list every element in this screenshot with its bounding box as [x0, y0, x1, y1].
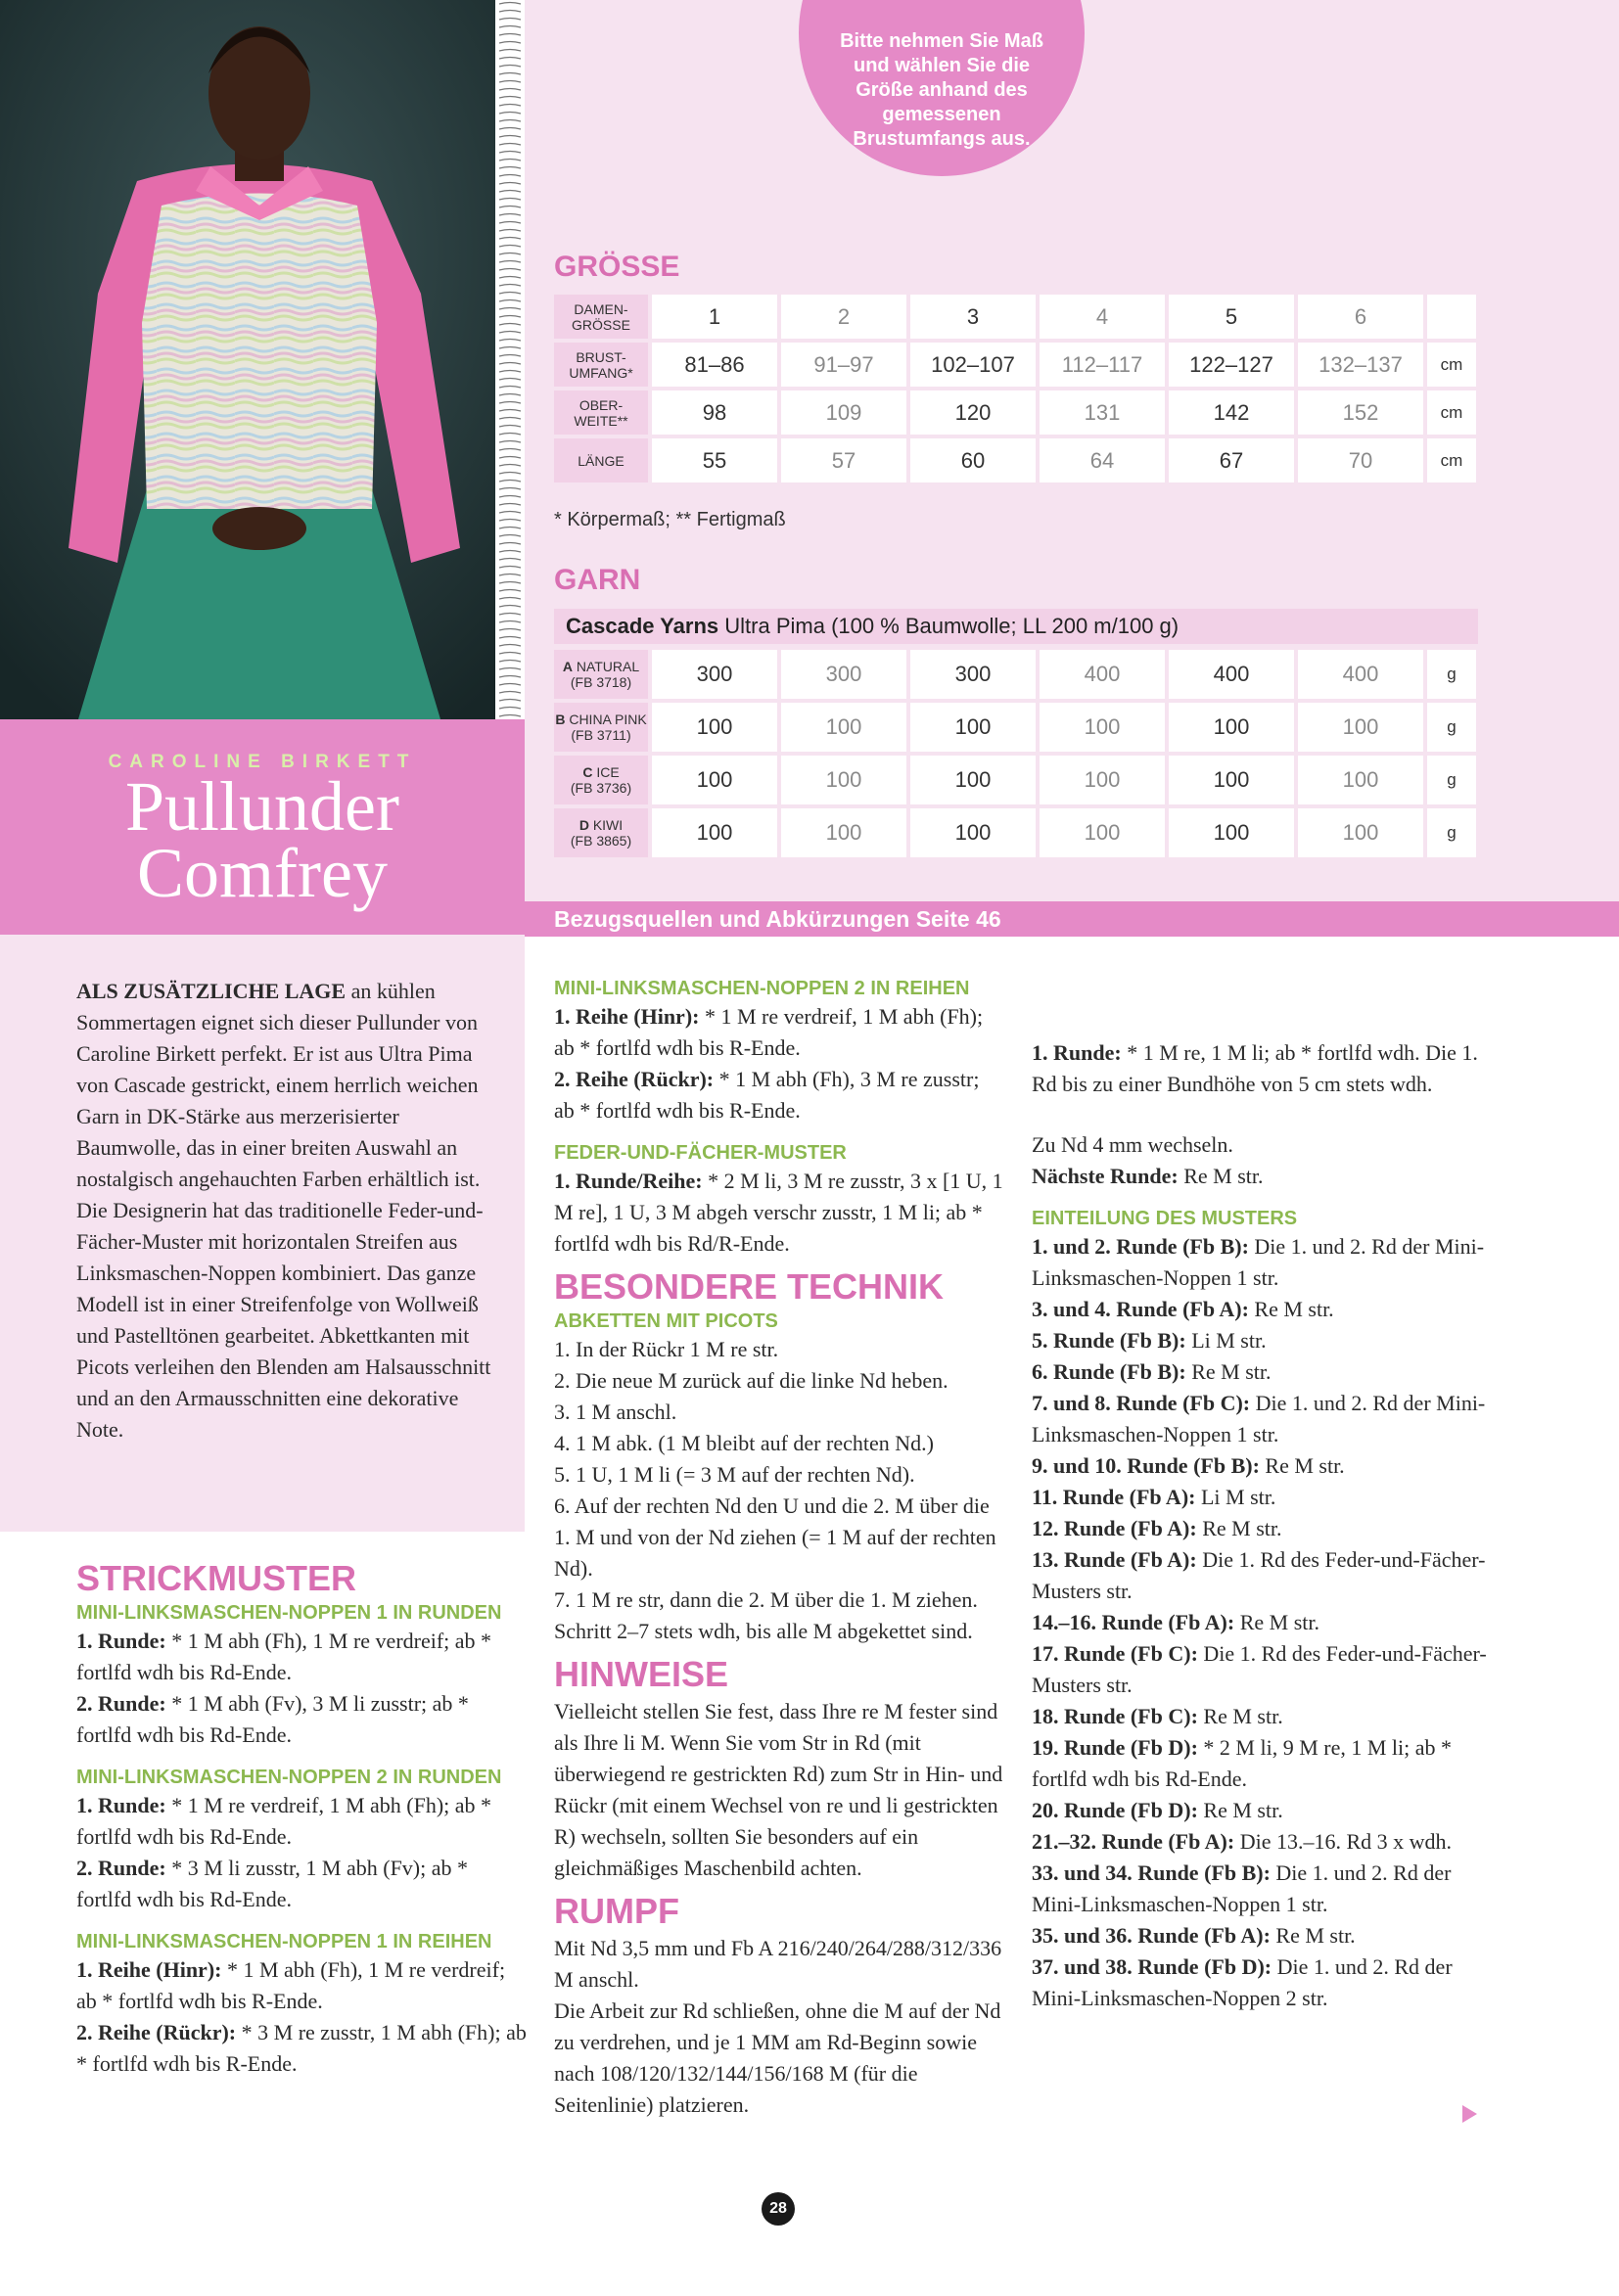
distribution-line-text: Re M str.: [1270, 1923, 1356, 1948]
yarn-color-label: [554, 650, 648, 699]
yarn-row: [554, 650, 1476, 699]
yarn-cell: 100: [781, 703, 906, 752]
yarn-cell: 100: [781, 756, 906, 804]
pattern-line: [554, 1064, 1004, 1126]
size-unit: cm: [1427, 343, 1476, 387]
yarn-color-code: (FB 3718): [570, 674, 632, 690]
title-line-2: Comfrey: [137, 834, 388, 912]
yarn-cell: 100: [1298, 756, 1423, 804]
yarn-cell: 100: [1169, 808, 1294, 857]
distribution-line-label: 9. und 10. Runde (Fb B):: [1032, 1453, 1260, 1478]
technique-heading: BESONDERE TECHNIK: [554, 1266, 945, 1307]
distribution-line: [1032, 1294, 1492, 1325]
distribution-line-text: Re M str.: [1185, 1359, 1272, 1384]
next-round-label: Nächste Runde:: [1032, 1164, 1179, 1188]
distribution-line-text: Li M str.: [1195, 1485, 1276, 1509]
distribution-line-label: 3. und 4. Runde (Fb A):: [1032, 1297, 1249, 1321]
pattern-line-label: 2. Runde:: [76, 1691, 166, 1716]
size-cell: 5: [1169, 295, 1294, 339]
model-photo: [0, 0, 523, 719]
yarn-color-code: (FB 3736): [570, 780, 632, 796]
yarn-cell: 100: [910, 703, 1036, 752]
pattern-line-text: * 1 M re verdreif, 1 M abh (Fh); ab * fortlfd wdh bis R-Ende.: [554, 1004, 984, 1060]
distribution-line-label: 21.–32. Runde (Fb A):: [1032, 1829, 1235, 1854]
yarn-cell: 300: [910, 650, 1036, 699]
yarn-row: [554, 756, 1476, 804]
distribution-line-text: Die 1. und 2. Rd der Mini-Linksmaschen-Noppen 1 str.: [1032, 1391, 1486, 1446]
yarn-letter: B: [555, 712, 566, 727]
yarn-cell: 100: [1169, 756, 1294, 804]
distribution-line-label: 7. und 8. Runde (Fb C):: [1032, 1391, 1251, 1415]
size-row-label: DAMEN- GRÖSSE: [554, 295, 648, 339]
technique-step: 7. 1 M re str, dann die 2. M über die 1. M ziehen. Schritt 2–7 stets wdh, bis alle M abgekettet sind.: [554, 1587, 978, 1643]
sources-bar: Bezugsquellen und Abkürzungen Seite 46: [525, 901, 1619, 937]
pattern-section: [76, 1929, 527, 2080]
size-footnote: * Körpermaß; ** Fertigmaß: [554, 509, 786, 530]
rib-round-text: * 1 M re, 1 M li; ab * fortlfd wdh. Die 1. Rd bis zu einer Bundhöhe von 5 cm stets wdh.: [1032, 1040, 1478, 1096]
pattern-line-text: * 3 M li zusstr, 1 M abh (Fv); ab * fortlfd wdh bis Rd-Ende.: [76, 1856, 469, 1911]
size-row-label: LÄNGE: [554, 438, 648, 482]
yarn-row: [554, 703, 1476, 752]
yarn-cell: 100: [1298, 808, 1423, 857]
yarn-unit: g: [1427, 703, 1476, 752]
distribution-line: [1032, 1701, 1492, 1732]
yarn-unit: g: [1427, 808, 1476, 857]
body-join: Die Arbeit zur Rd schließen, ohne die M auf der Nd zu verdrehen, und je 1 MM am Rd-Beginn sowie nach 108/120/132/144/156/168 M (für die Seitenlinie) platzieren.: [554, 1998, 1001, 2117]
distribution-line: [1032, 1732, 1492, 1795]
title-line-1: Pullunder: [125, 767, 399, 846]
size-cell: 109: [781, 390, 906, 435]
distribution-line: [1032, 1920, 1492, 1952]
size-cell: 57: [781, 438, 906, 482]
yarn-letter: C: [582, 764, 593, 780]
size-cell: 91–97: [781, 343, 906, 387]
yarn-color-name: NATURAL: [576, 659, 640, 674]
technique-subheading: ABKETTEN MIT PICOTS: [554, 1310, 778, 1332]
yarn-color-name: ICE: [596, 764, 620, 780]
yarn-info-bar: [554, 609, 1478, 644]
distribution-line-label: 19. Runde (Fb D):: [1032, 1735, 1198, 1760]
column-3: [1032, 976, 1492, 2014]
distribution-line: [1032, 1795, 1492, 1826]
yarn-color-code: (FB 3865): [570, 833, 632, 849]
pattern-line-text: * 2 M li, 3 M re zusstr, 3 x [1 U, 1 M re], 1 U, 3 M abgeh verschr zusstr, 1 M li; ab * fortlfd wdh bis Rd/R-Ende.: [554, 1169, 1003, 1256]
distribution-line-text: Die 1. und 2. Rd der Mini-Linksmaschen-Noppen 1 str.: [1032, 1234, 1485, 1290]
distribution-line-label: 33. und 34. Runde (Fb B):: [1032, 1860, 1271, 1885]
size-cell: 3: [910, 295, 1036, 339]
pattern-line-text: * 1 M abh (Fv), 3 M li zusstr; ab * fortlfd wdh bis Rd-Ende.: [76, 1691, 469, 1747]
size-cell: 81–86: [652, 343, 777, 387]
technique-step: 3. 1 M anschl.: [554, 1400, 677, 1424]
size-cell: 132–137: [1298, 343, 1423, 387]
pattern-section-title: FEDER-UND-FÄCHER-MUSTER: [554, 1142, 847, 1164]
yarn-cell: 100: [1040, 703, 1165, 752]
distribution-line-label: 14.–16. Runde (Fb A):: [1032, 1610, 1235, 1634]
measure-note-text: Bitte nehmen Sie Maß und wählen Sie die Größe anhand des gemessenen Brustumfangs aus.: [840, 30, 1043, 150]
distribution-line: [1032, 1826, 1492, 1858]
yarn-color-label: [554, 703, 648, 752]
pattern-line-text: * 3 M re zusstr, 1 M abh (Fh); ab * fortlfd wdh bis R-Ende.: [76, 2020, 527, 2076]
size-unit: cm: [1427, 390, 1476, 435]
distribution-line: [1032, 1952, 1492, 2014]
yarn-brand: Cascade Yarns: [566, 614, 719, 638]
yarn-color-label: [554, 808, 648, 857]
distribution-line-label: 37. und 38. Runde (Fb D):: [1032, 1954, 1272, 1979]
distribution-line-label: 6. Runde (Fb B):: [1032, 1359, 1186, 1384]
size-row: [554, 438, 1476, 482]
distribution-line-label: 13. Runde (Fb A):: [1032, 1547, 1197, 1572]
yarn-color-name: KIWI: [592, 817, 624, 833]
pattern-line: [554, 1001, 1004, 1064]
distribution-line-text: Re M str.: [1248, 1297, 1334, 1321]
yarn-description: Ultra Pima (100 % Baumwolle; LL 200 m/100 g): [718, 614, 1180, 638]
yarn-unit: g: [1427, 756, 1476, 804]
pattern-title: [0, 767, 525, 912]
pattern-line-text: * 1 M abh (Fh), 1 M re verdreif; ab * fortlfd wdh bis Rd-Ende.: [76, 1629, 492, 1684]
yarn-cell: 100: [781, 808, 906, 857]
distribution-line: [1032, 1638, 1492, 1701]
yarn-color-code: (FB 3711): [571, 727, 631, 743]
distribution-line: [1032, 1325, 1492, 1356]
yarn-unit: g: [1427, 650, 1476, 699]
pattern-heading: STRICKMUSTER: [76, 1558, 356, 1598]
yarn-cell: 400: [1040, 650, 1165, 699]
yarn-letter: D: [578, 817, 589, 833]
continue-arrow-icon: [1462, 2105, 1477, 2123]
size-cell: 120: [910, 390, 1036, 435]
distribution-line-text: Re M str.: [1196, 1516, 1282, 1540]
size-cell: 2: [781, 295, 906, 339]
distribution-line-label: 12. Runde (Fb A):: [1032, 1516, 1197, 1540]
yarn-cell: 100: [652, 808, 777, 857]
technique-steps: [554, 1334, 1004, 1647]
yarn-color-name: CHINA PINK: [569, 712, 647, 727]
pattern-section-title: MINI-LINKSMASCHEN-NOPPEN 2 IN RUNDEN: [76, 1767, 502, 1788]
next-round: [1032, 1161, 1492, 1192]
size-cell: 4: [1040, 295, 1165, 339]
distribution-line: [1032, 1356, 1492, 1388]
pattern-line: [76, 1626, 527, 1688]
distribution-line-label: 17. Runde (Fb C):: [1032, 1641, 1198, 1666]
pattern-section: [554, 976, 1004, 1126]
size-cell: 98: [652, 390, 777, 435]
pattern-line-text: * 1 M abh (Fh), 3 M re zusstr; ab * fortlfd wdh bis R-Ende.: [554, 1067, 980, 1123]
yarn-cell: 100: [652, 756, 777, 804]
distribution-line-label: 11. Runde (Fb A):: [1032, 1485, 1196, 1509]
yarn-letter: A: [562, 659, 573, 674]
pattern-line-label: 2. Runde:: [76, 1856, 166, 1880]
pattern-line-label: 1. Runde/Reihe:: [554, 1169, 703, 1193]
column-1: [76, 1557, 527, 2080]
size-unit: [1427, 295, 1476, 339]
distribution-line: [1032, 1388, 1492, 1450]
yarn-cell: 300: [781, 650, 906, 699]
technique-step: 2. Die neue M zurück auf die linke Nd heben.: [554, 1368, 948, 1393]
size-cell: 122–127: [1169, 343, 1294, 387]
pattern-line-label: 2. Reihe (Rückr):: [554, 1067, 715, 1091]
size-cell: 142: [1169, 390, 1294, 435]
pattern-section: [76, 1600, 527, 1751]
distribution-line-label: 1. und 2. Runde (Fb B):: [1032, 1234, 1249, 1259]
pattern-section-title: MINI-LINKSMASCHEN-NOPPEN 1 IN RUNDEN: [76, 1602, 502, 1624]
yarn-cell: 100: [1040, 808, 1165, 857]
yarn-cell: 100: [1298, 703, 1423, 752]
yarn-row: [554, 808, 1476, 857]
distribution-line-text: Die 1. und 2. Rd der Mini-Linksmaschen-Noppen 1 str.: [1032, 1860, 1452, 1916]
technique-step: 6. Auf der rechten Nd den U und die 2. M über die 1. M und von der Nd ziehen (= 1 M auf der rechten Nd).: [554, 1493, 996, 1581]
distribution-heading: EINTEILUNG DES MUSTERS: [1032, 1208, 1298, 1229]
yarn-color-label: [554, 756, 648, 804]
pattern-section: [76, 1765, 527, 1915]
yarn-cell: 100: [652, 703, 777, 752]
intro-lead: ALS ZUSÄTZLICHE LAGE: [76, 979, 347, 1003]
size-cell: 64: [1040, 438, 1165, 482]
distribution-line-text: Re M str.: [1259, 1453, 1345, 1478]
yarn-cell: 100: [910, 756, 1036, 804]
size-cell: 112–117: [1040, 343, 1165, 387]
distribution-line-text: Re M str.: [1234, 1610, 1319, 1634]
size-cell: 102–107: [910, 343, 1036, 387]
pattern-line-label: 1. Reihe (Hinr):: [76, 1957, 222, 1982]
body-heading: RUMPF: [554, 1891, 679, 1931]
pattern-line-label: 1. Reihe (Hinr):: [554, 1004, 700, 1029]
distribution-line: [1032, 1544, 1492, 1607]
distribution-line-text: * 2 M li, 9 M re, 1 M li; ab * fortlfd wdh bis Rd-Ende.: [1032, 1735, 1453, 1791]
page-number: 28: [762, 2192, 795, 2226]
distribution-line-label: 18. Runde (Fb C):: [1032, 1704, 1198, 1728]
yarn-table: [550, 646, 1480, 861]
distribution-line-label: 5. Runde (Fb B):: [1032, 1328, 1186, 1353]
distribution-line-text: Die 1. und 2. Rd der Mini-Linksmaschen-Noppen 2 str.: [1032, 1954, 1453, 2010]
distribution-line-text: Li M str.: [1185, 1328, 1267, 1353]
pattern-line: [554, 1166, 1004, 1260]
intro-body: an kühlen Sommertagen eignet sich dieser Pullunder von Caroline Birkett perfekt. Er ist aus Ultra Pima von Cascade gestrickt, einem herrlich weichen Garn in DK-Stärke aus merzerisierter Baumwolle, das in einer breiten Auswahl an nostalgisch angehauchten Farben erhältlich ist. Die Designerin hat das traditionelle Feder-und-Fächer-Muster mit horizontalen Streifen aus Linksmaschen-Noppen kombiniert. Das ganze Modell ist in einer Streifenfolge von Wollweiß und Pastelltönen gearbeitet. Abkettkanten mit Picots verleihen den Blenden am Halsausschnitt und an den Armausschnitten eine dekorative Note.: [76, 979, 491, 1442]
pattern-line: [76, 1954, 527, 2017]
author-name: CAROLINE BIRKETT: [108, 752, 417, 772]
size-row: [554, 295, 1476, 339]
distribution-line-label: 20. Runde (Fb D):: [1032, 1798, 1198, 1822]
size-row-label: OBER- WEITE**: [554, 390, 648, 435]
next-round-text: Re M str.: [1178, 1164, 1264, 1188]
distribution-line: [1032, 1607, 1492, 1638]
pattern-section-title: MINI-LINKSMASCHEN-NOPPEN 2 IN REIHEN: [554, 978, 970, 999]
body-cast-on: Mit Nd 3,5 mm und Fb A 216/240/264/288/312/336 M anschl.: [554, 1936, 1002, 1992]
distribution-line-text: Re M str.: [1197, 1704, 1283, 1728]
technique-step: 4. 1 M abk. (1 M bleibt auf der rechten Nd.): [554, 1431, 934, 1455]
pattern-section: [554, 1140, 1004, 1260]
size-cell: 67: [1169, 438, 1294, 482]
pattern-line-label: 1. Runde:: [76, 1629, 166, 1653]
pattern-line: [76, 2017, 527, 2080]
yarn-cell: 400: [1298, 650, 1423, 699]
size-cell: 6: [1298, 295, 1423, 339]
size-table: [550, 291, 1480, 486]
technique-step: 1. In der Rückr 1 M re str.: [554, 1337, 779, 1361]
size-heading: GRÖSSE: [554, 251, 680, 283]
needle-change: Zu Nd 4 mm wechseln.: [1032, 1132, 1233, 1157]
distribution-line: [1032, 1513, 1492, 1544]
notes-heading: HINWEISE: [554, 1654, 729, 1694]
distribution-line-text: Die 13.–16. Rd 3 x wdh.: [1234, 1829, 1453, 1854]
yarn-cell: 100: [910, 808, 1036, 857]
rib-round-label: 1. Runde:: [1032, 1040, 1122, 1065]
distribution-line-text: Die 1. Rd des Feder-und-Fächer-Musters str.: [1032, 1547, 1486, 1603]
yarn-cell: 300: [652, 650, 777, 699]
yarn-cell: 100: [1169, 703, 1294, 752]
pattern-line: [76, 1688, 527, 1751]
yarn-heading: GARN: [554, 564, 641, 596]
distribution-line: [1032, 1450, 1492, 1482]
size-row: [554, 343, 1476, 387]
distribution-line: [1032, 1482, 1492, 1513]
yarn-cell: 100: [1040, 756, 1165, 804]
distribution-line: [1032, 1858, 1492, 1920]
rib-round: [1032, 1037, 1492, 1100]
size-cell: 152: [1298, 390, 1423, 435]
distribution-line: [1032, 1231, 1492, 1294]
pattern-line: [76, 1790, 527, 1853]
size-cell: 1: [652, 295, 777, 339]
size-row: [554, 390, 1476, 435]
size-cell: 60: [910, 438, 1036, 482]
pattern-line-text: * 1 M re verdreif, 1 M abh (Fh); ab * fortlfd wdh bis Rd-Ende.: [76, 1793, 492, 1849]
technique-step: 5. 1 U, 1 M li (= 3 M auf der rechten Nd).: [554, 1462, 915, 1487]
pattern-line: [76, 1853, 527, 1915]
yarn-cell: 400: [1169, 650, 1294, 699]
distribution-lines: [1032, 1231, 1492, 2014]
distribution-line-label: 35. und 36. Runde (Fb A):: [1032, 1923, 1271, 1948]
size-cell: 131: [1040, 390, 1165, 435]
pattern-line-label: 2. Reihe (Rückr):: [76, 2020, 237, 2044]
pattern-line-text: * 1 M abh (Fh), 1 M re verdreif; ab * fortlfd wdh bis R-Ende.: [76, 1957, 506, 2013]
pattern-section-title: MINI-LINKSMASCHEN-NOPPEN 1 IN REIHEN: [76, 1931, 492, 1952]
distribution-line-text: Re M str.: [1197, 1798, 1283, 1822]
intro-text: [76, 976, 497, 1446]
size-cell: 70: [1298, 438, 1423, 482]
size-unit: cm: [1427, 438, 1476, 482]
column-2: [554, 976, 1004, 2121]
size-row-label: BRUST- UMFANG*: [554, 343, 648, 387]
size-cell: 55: [652, 438, 777, 482]
distribution-line-text: Die 1. Rd des Feder-und-Fächer-Musters str.: [1032, 1641, 1487, 1697]
pattern-line-label: 1. Runde:: [76, 1793, 166, 1817]
notes-text: Vielleicht stellen Sie fest, dass Ihre re M fester sind als Ihre li M. Wenn Sie vom Str in Rd (mit überwiegend re gestrickten Rd) zum Str in Hin- und Rückr (mit einem Wechsel von re und li gestrickten R) wechseln, sollten Sie besonders auf ein gleichmäßiges Maschenbild achten.: [554, 1699, 1003, 1880]
